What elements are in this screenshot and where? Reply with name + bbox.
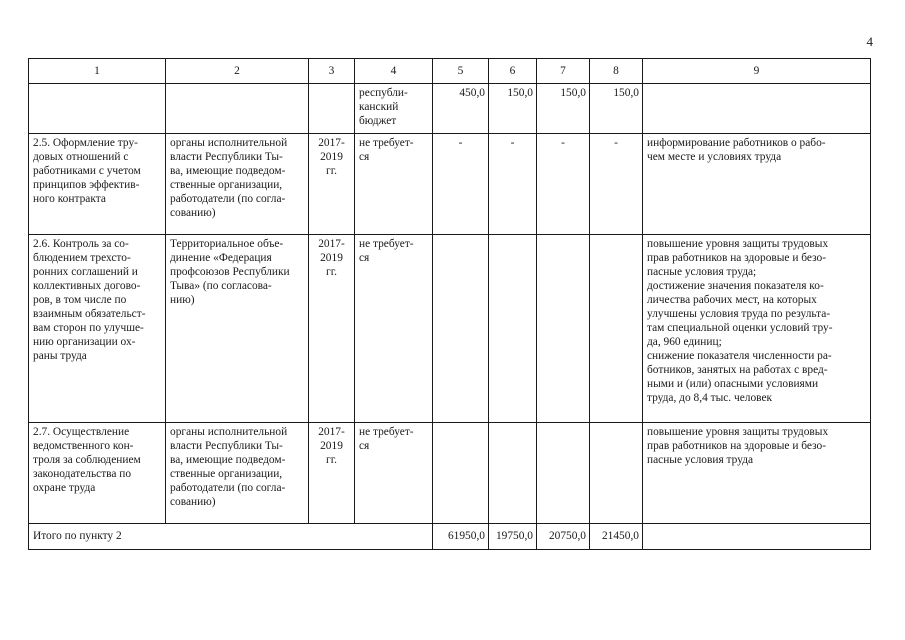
header-cell-8: 8 bbox=[590, 59, 643, 84]
funding-source-cell: не требует- ся bbox=[355, 134, 433, 235]
amount-2019-cell: - bbox=[590, 134, 643, 235]
executor-cell: органы исполнительной власти Республики Ты- ва, имеющие подведом- ственные организации, работодатели (по согла- сованию) bbox=[166, 134, 309, 235]
result-cell bbox=[643, 84, 871, 134]
measure-cell bbox=[29, 84, 166, 134]
total-2017-cell: 19750,0 bbox=[489, 524, 537, 550]
header-cell-7: 7 bbox=[537, 59, 590, 84]
header-cell-2: 2 bbox=[166, 59, 309, 84]
total-2018-cell: 20750,0 bbox=[537, 524, 590, 550]
header-row bbox=[29, 59, 871, 84]
executor-cell: Территориальное объе- динение «Федерация профсоюзов Республики Тыва» (по согласова- нию) bbox=[166, 235, 309, 423]
executor-cell: органы исполнительной власти Республики Ты- ва, имеющие подведом- ственные организации, работодатели (по согла- сованию) bbox=[166, 423, 309, 524]
header-cell-9: 9 bbox=[643, 59, 871, 84]
measure-cell: 2.6. Контроль за со- блюдением трехсто- ронних соглашений и коллективных догово- ров, в том числе по взаимным обязательст- вам сторон по улучше- нию организации ох- раны труда bbox=[29, 235, 166, 423]
total-label: Итого по пункту 2 bbox=[29, 524, 433, 550]
table-row-2-6 bbox=[29, 235, 871, 423]
header-cell-3: 3 bbox=[309, 59, 355, 84]
result-cell: повышение уровня защиты трудовых прав работников на здоровые и безо- пасные условия труда bbox=[643, 423, 871, 524]
amount-2018-cell bbox=[537, 423, 590, 524]
header-cell-4: 4 bbox=[355, 59, 433, 84]
amount-total-cell: 450,0 bbox=[433, 84, 489, 134]
table-row-2-7 bbox=[29, 423, 871, 524]
funding-source-cell: не требует- ся bbox=[355, 235, 433, 423]
amount-total-cell: - bbox=[433, 134, 489, 235]
funding-source-cell: республи- канский бюджет bbox=[355, 84, 433, 134]
period-cell: 2017- 2019 гг. bbox=[309, 235, 355, 423]
amount-total-cell bbox=[433, 235, 489, 423]
total-result-cell bbox=[643, 524, 871, 550]
total-2019-cell: 21450,0 bbox=[590, 524, 643, 550]
header-cell-5: 5 bbox=[433, 59, 489, 84]
funding-source-cell: не требует- ся bbox=[355, 423, 433, 524]
amount-2018-cell: - bbox=[537, 134, 590, 235]
plan-table bbox=[28, 58, 871, 550]
executor-cell bbox=[166, 84, 309, 134]
amount-2018-cell: 150,0 bbox=[537, 84, 590, 134]
amount-2017-cell: 150,0 bbox=[489, 84, 537, 134]
amount-2017-cell bbox=[489, 423, 537, 524]
measure-cell: 2.7. Осуществление ведомственного кон- троля за соблюдением законодательства по охране труда bbox=[29, 423, 166, 524]
measure-cell: 2.5. Оформление тру- довых отношений с работниками с учетом принципов эффектив- ного контракта bbox=[29, 134, 166, 235]
result-cell: повышение уровня защиты трудовых прав работников на здоровые и безо- пасные условия труда; достижение значения показателя ко- личества рабочих мест, на которых улучшены условия труда по результа- там специальной оценки условий тру- да, 960 единиц; снижение показателя численности ра- ботников, занятых на работах с вред- ными и (или) опасными условиями труда, до 8,4 тыс. человек bbox=[643, 235, 871, 423]
header-cell-6: 6 bbox=[489, 59, 537, 84]
amount-2017-cell: - bbox=[489, 134, 537, 235]
period-cell: 2017- 2019 гг. bbox=[309, 423, 355, 524]
amount-2019-cell bbox=[590, 235, 643, 423]
header-cell-1: 1 bbox=[29, 59, 166, 84]
result-cell: информирование работников о рабо- чем месте и условиях труда bbox=[643, 134, 871, 235]
table-row-budget bbox=[29, 84, 871, 134]
amount-total-cell bbox=[433, 423, 489, 524]
total-amount-cell: 61950,0 bbox=[433, 524, 489, 550]
table-row-2-5 bbox=[29, 134, 871, 235]
amount-2019-cell: 150,0 bbox=[590, 84, 643, 134]
period-cell bbox=[309, 84, 355, 134]
amount-2017-cell bbox=[489, 235, 537, 423]
page-number: 4 bbox=[866, 34, 873, 49]
table-row-total bbox=[29, 524, 871, 550]
amount-2019-cell bbox=[590, 423, 643, 524]
period-cell: 2017- 2019 гг. bbox=[309, 134, 355, 235]
amount-2018-cell bbox=[537, 235, 590, 423]
